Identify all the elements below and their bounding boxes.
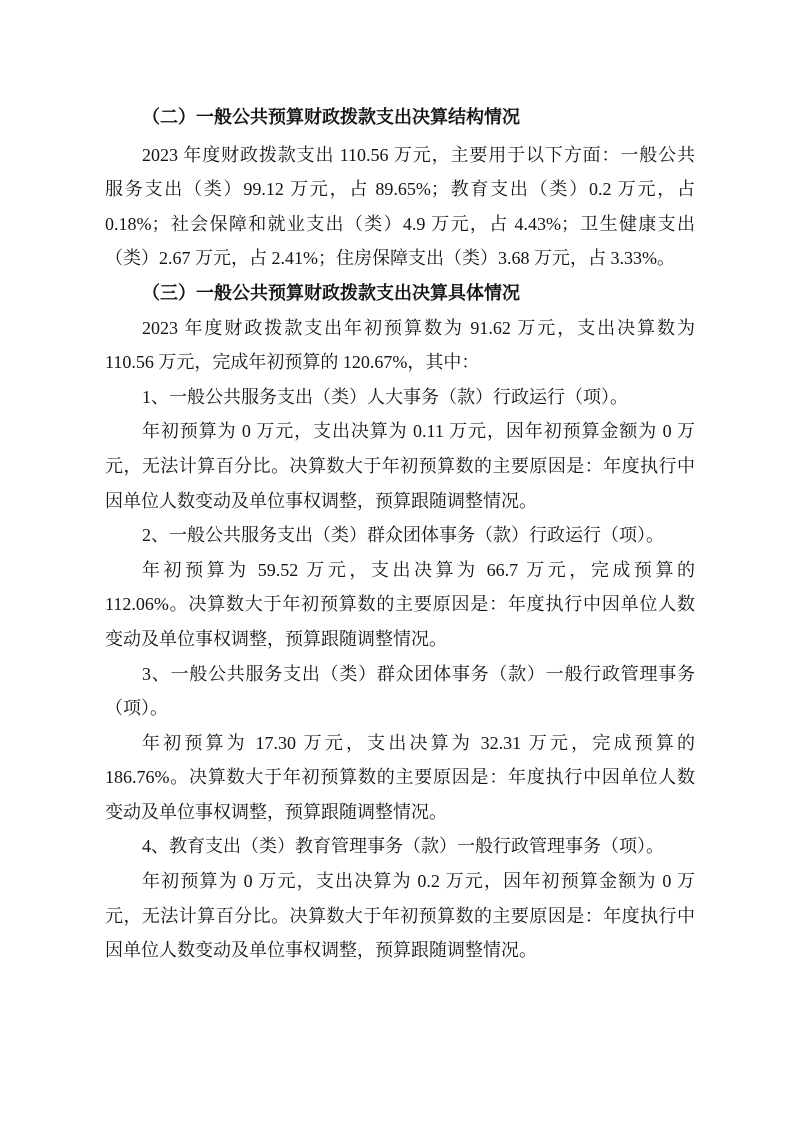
item-body-line: 年初预算为 59.52 万元，支出决算为 66.7 万元，完成预算的	[142, 559, 695, 580]
item-title-line: 3、一般公共服务支出（类）群众团体事务（款）一般行政管理事务	[142, 663, 695, 684]
item-body-line: 变动及单位事权调整，预算跟随调整情况。	[105, 801, 447, 822]
paragraph-line: 0.18%；社会保障和就业支出（类）4.9 万元，占 4.43%；卫生健康支出	[105, 213, 695, 234]
section-heading-detail: （三）一般公共预算财政拨款支出决算具体情况	[142, 282, 520, 303]
item-body-line: 元，无法计算百分比。决算数大于年初预算数的主要原因是：年度执行中	[105, 905, 695, 926]
section-heading-structure: （二）一般公共预算财政拨款支出决算结构情况	[142, 107, 520, 127]
item-body-line: 186.76%。决算数大于年初预算数的主要原因是：年度执行中因单位人数	[105, 767, 695, 788]
detail-item-2	[105, 518, 695, 656]
paragraph-line: 2023 年度财政拨款支出年初预算数为 91.62 万元，支出决算数为	[142, 317, 695, 338]
item-body-line: 112.06%。决算数大于年初预算数的主要原因是：年度执行中因单位人数	[105, 594, 695, 615]
item-body-line: 因单位人数变动及单位事权调整，预算跟随调整情况。	[105, 490, 537, 511]
detail-section	[105, 276, 695, 968]
document-body	[105, 100, 695, 968]
item-title-line: 2、一般公共服务支出（类）群众团体事务（款）行政运行（项）。	[142, 525, 664, 546]
paragraph-line: 110.56 万元，完成年初预算的 120.67%，其中：	[105, 352, 480, 373]
detail-item-4	[105, 829, 695, 967]
structure-section	[105, 100, 695, 276]
detail-intro-paragraph	[105, 311, 695, 380]
item-title-line: 4、教育支出（类）教育管理事务（款）一般行政管理事务（项）。	[142, 836, 664, 857]
item-body-line: 年初预算为 17.30 万元，支出决算为 32.31 万元，完成预算的	[142, 732, 695, 753]
structure-paragraph	[105, 138, 695, 276]
item-body-line: 年初预算为 0 万元，支出决算为 0.11 万元，因年初预算金额为 0 万	[142, 421, 695, 442]
item-body-line: 因单位人数变动及单位事权调整，预算跟随调整情况。	[105, 940, 537, 961]
paragraph-line: 服务支出（类）99.12 万元，占 89.65%；教育支出（类）0.2 万元，占	[105, 179, 695, 200]
paragraph-line: 2023 年度财政拨款支出 110.56 万元，主要用于以下方面：一般公共	[142, 144, 695, 165]
item-body-line: 元，无法计算百分比。决算数大于年初预算数的主要原因是：年度执行中	[105, 455, 695, 476]
detail-item-1	[105, 380, 695, 518]
paragraph-line: （类）2.67 万元，占 2.41%；住房保障支出（类）3.68 万元，占 3.33%。	[105, 248, 675, 269]
item-body-line: 变动及单位事权调整，预算跟随调整情况。	[105, 628, 447, 649]
item-title-line: （项）。	[105, 698, 168, 719]
item-title-line: 1、一般公共服务支出（类）人大事务（款）行政运行（项）。	[142, 386, 628, 407]
item-body-line: 年初预算为 0 万元，支出决算为 0.2 万元，因年初预算金额为 0 万	[142, 871, 695, 892]
detail-item-3	[105, 657, 695, 830]
